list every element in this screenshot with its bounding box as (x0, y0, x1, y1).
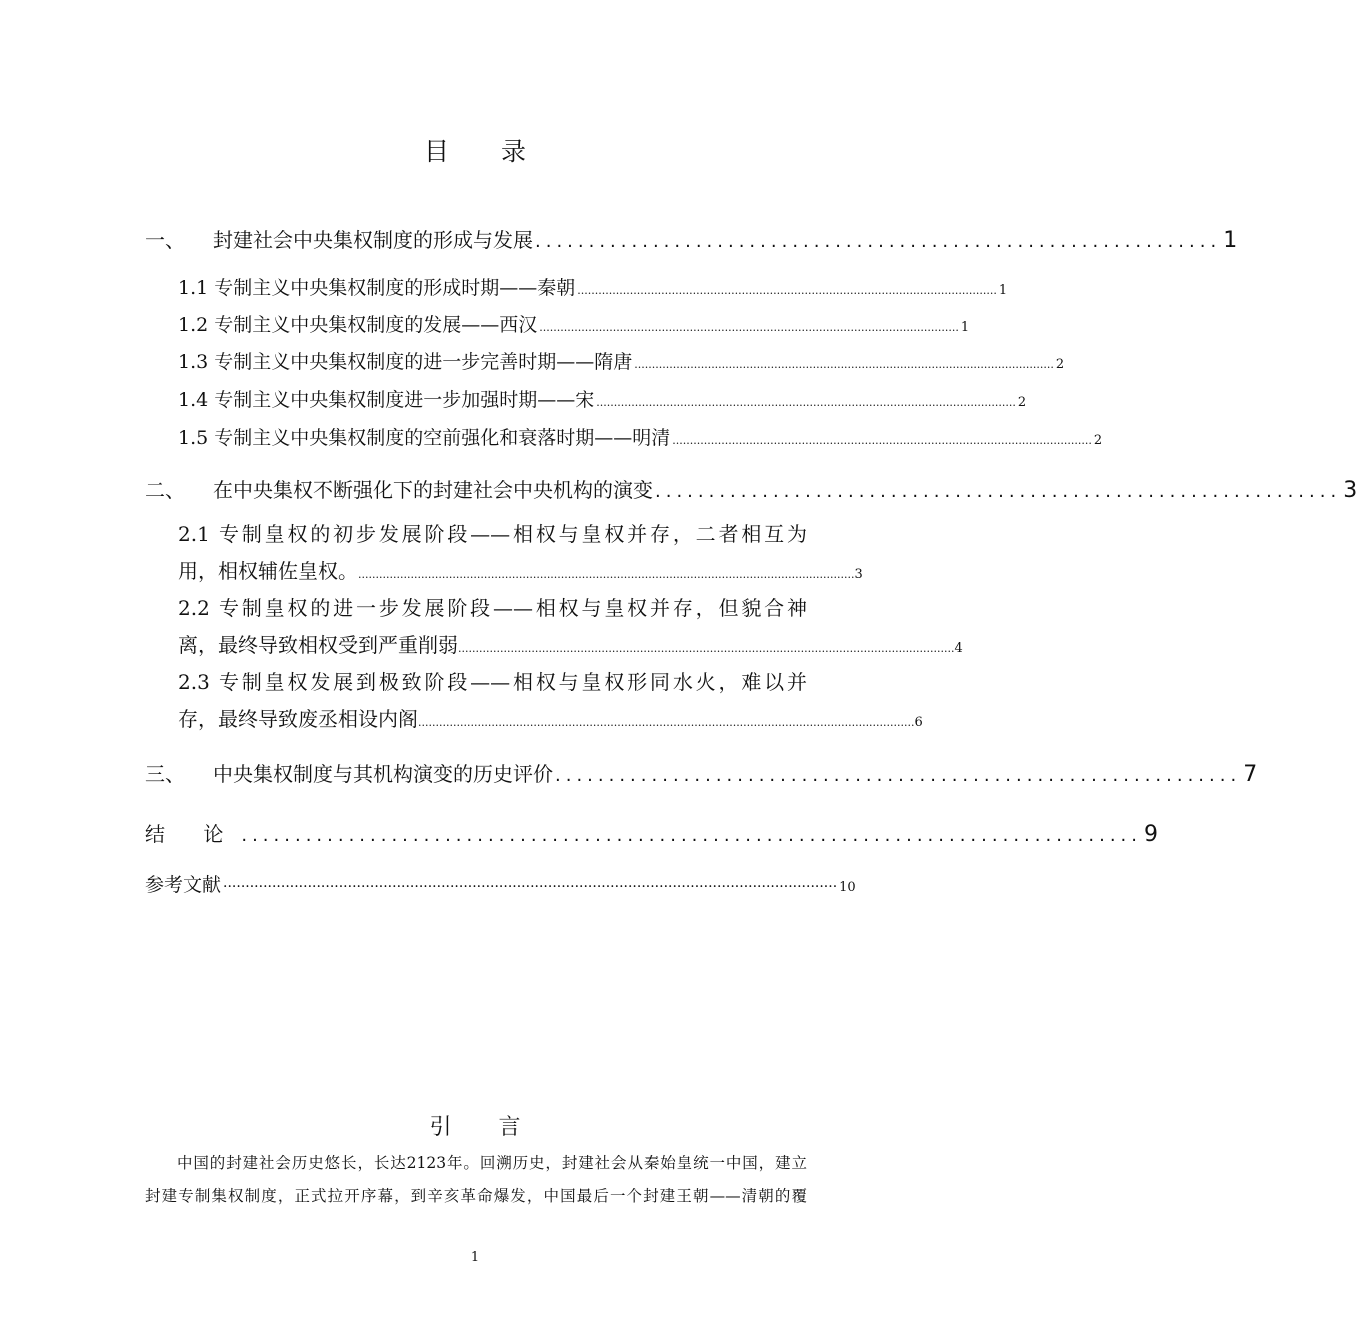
dot-leader: ........................................................................................................................ (672, 434, 1092, 447)
toc-section-3[interactable] (145, 758, 1258, 787)
subsection-title-line2: 用，相权辅佐皇权。 (178, 559, 358, 583)
subsection-title-line1: 2.3 专制皇权发展到极致阶段——相权与皇权形同水火，难以并 (178, 670, 807, 694)
toc-subsection-2-2[interactable] (178, 590, 963, 667)
page-ref: 7 (1243, 762, 1258, 787)
conclusion-title: 结 论 (145, 822, 240, 846)
toc-section-2[interactable] (145, 474, 1357, 503)
page-ref: 1 (998, 283, 1008, 298)
toc-subsection-1-1[interactable] (178, 273, 1008, 300)
intro-line-2: 封建专制集权制度，正式拉开序幕，到辛亥革命爆发，中国最后一个封建王朝——清朝的覆 (145, 1187, 807, 1205)
dot-leader: ........................................................................................................................ (634, 358, 1054, 371)
intro-line-1: 中国的封建社会历史悠长，长达2123年。回溯历史，封建社会从秦始皇统一中国，建立 (177, 1154, 807, 1172)
page-ref: 1 (1223, 228, 1238, 253)
toc-subsection-1-3[interactable] (178, 347, 1065, 374)
toc-subsection-2-3[interactable] (178, 664, 923, 741)
subsection-title-line1: 2.1 专制皇权的初步发展阶段——相权与皇权并存，二者相互为 (178, 522, 807, 546)
page-ref: 3 (854, 567, 863, 582)
subsection-title: 1.5 专制主义中央集权制度的空前强化和衰落时期——明清 (178, 427, 671, 449)
toc-subsection-1-2[interactable] (178, 310, 970, 337)
subsection-title: 1.4 专制主义中央集权制度进一步加强时期——宋 (178, 389, 595, 411)
dot-leader: .............................................................................................................................................. (418, 716, 915, 729)
references-title: 参考文献 (145, 874, 222, 896)
subsection-title-line1: 2.2 专制皇权的进一步发展阶段——相权与皇权并存，但貌合神 (178, 596, 807, 620)
dot-leader: ................................................................ (555, 765, 1242, 786)
page-ref: 2 (1093, 433, 1103, 448)
page-ref: 2 (1055, 357, 1065, 372)
subsection-title: 1.1 专制主义中央集权制度的形成时期——秦朝 (178, 277, 576, 299)
page-ref: 2 (1017, 395, 1027, 410)
subsection-title-line2: 存，最终导致废丞相设内阁 (178, 707, 418, 731)
section-title: 中央集权制度与其机构演变的历史评价 (213, 762, 553, 786)
subsection-title: 1.2 专制主义中央集权制度的发展——西汉 (178, 314, 538, 336)
toc-conclusion[interactable] (145, 818, 1158, 847)
page-ref: 4 (954, 641, 963, 656)
section-number: 二、 (145, 478, 185, 502)
page-ref: 9 (1143, 822, 1158, 847)
section-title: 在中央集权不断强化下的封建社会中央机构的演变 (213, 478, 653, 502)
toc-subsection-1-5[interactable] (178, 423, 1103, 450)
dot-leader: ........................................................................................................................ (539, 321, 959, 334)
section-title: 封建社会中央集权制度的形成与发展 (213, 228, 533, 252)
intro-title: 引 言 (429, 1115, 541, 1140)
toc-subsection-1-4[interactable] (178, 385, 1027, 412)
section-number: 一、 (145, 228, 185, 252)
toc-references[interactable] (145, 870, 856, 897)
page-ref: 3 (1343, 478, 1357, 503)
page-number: 1 (470, 1250, 480, 1265)
dot-leader: ........................................................................................................................ (596, 396, 1016, 409)
dot-leader: ................................................................ (655, 481, 1342, 502)
section-number: 三、 (145, 762, 185, 786)
page-ref: 1 (960, 320, 970, 335)
dot-leader: ........................................................................................................................ (577, 284, 997, 297)
dot-leader: ·········································································································································· (223, 879, 838, 895)
toc-title: 目 录 (424, 137, 548, 166)
page-ref: 10 (839, 880, 856, 895)
dot-leader: .............................................................................................................................................. (458, 642, 955, 655)
dot-leader: ................................................................ (535, 231, 1222, 252)
subsection-title: 1.3 专制主义中央集权制度的进一步完善时期——隋唐 (178, 351, 633, 373)
toc-subsection-2-1[interactable] (178, 516, 863, 593)
dot-leader: .............................................................................................................................................. (358, 568, 855, 581)
toc-section-1[interactable] (145, 224, 1238, 253)
page-ref: 6 (914, 715, 923, 730)
dot-leader: .................................................................................... (241, 825, 1142, 846)
intro-paragraph (145, 1147, 807, 1213)
subsection-title-line2: 离，最终导致相权受到严重削弱 (178, 633, 458, 657)
